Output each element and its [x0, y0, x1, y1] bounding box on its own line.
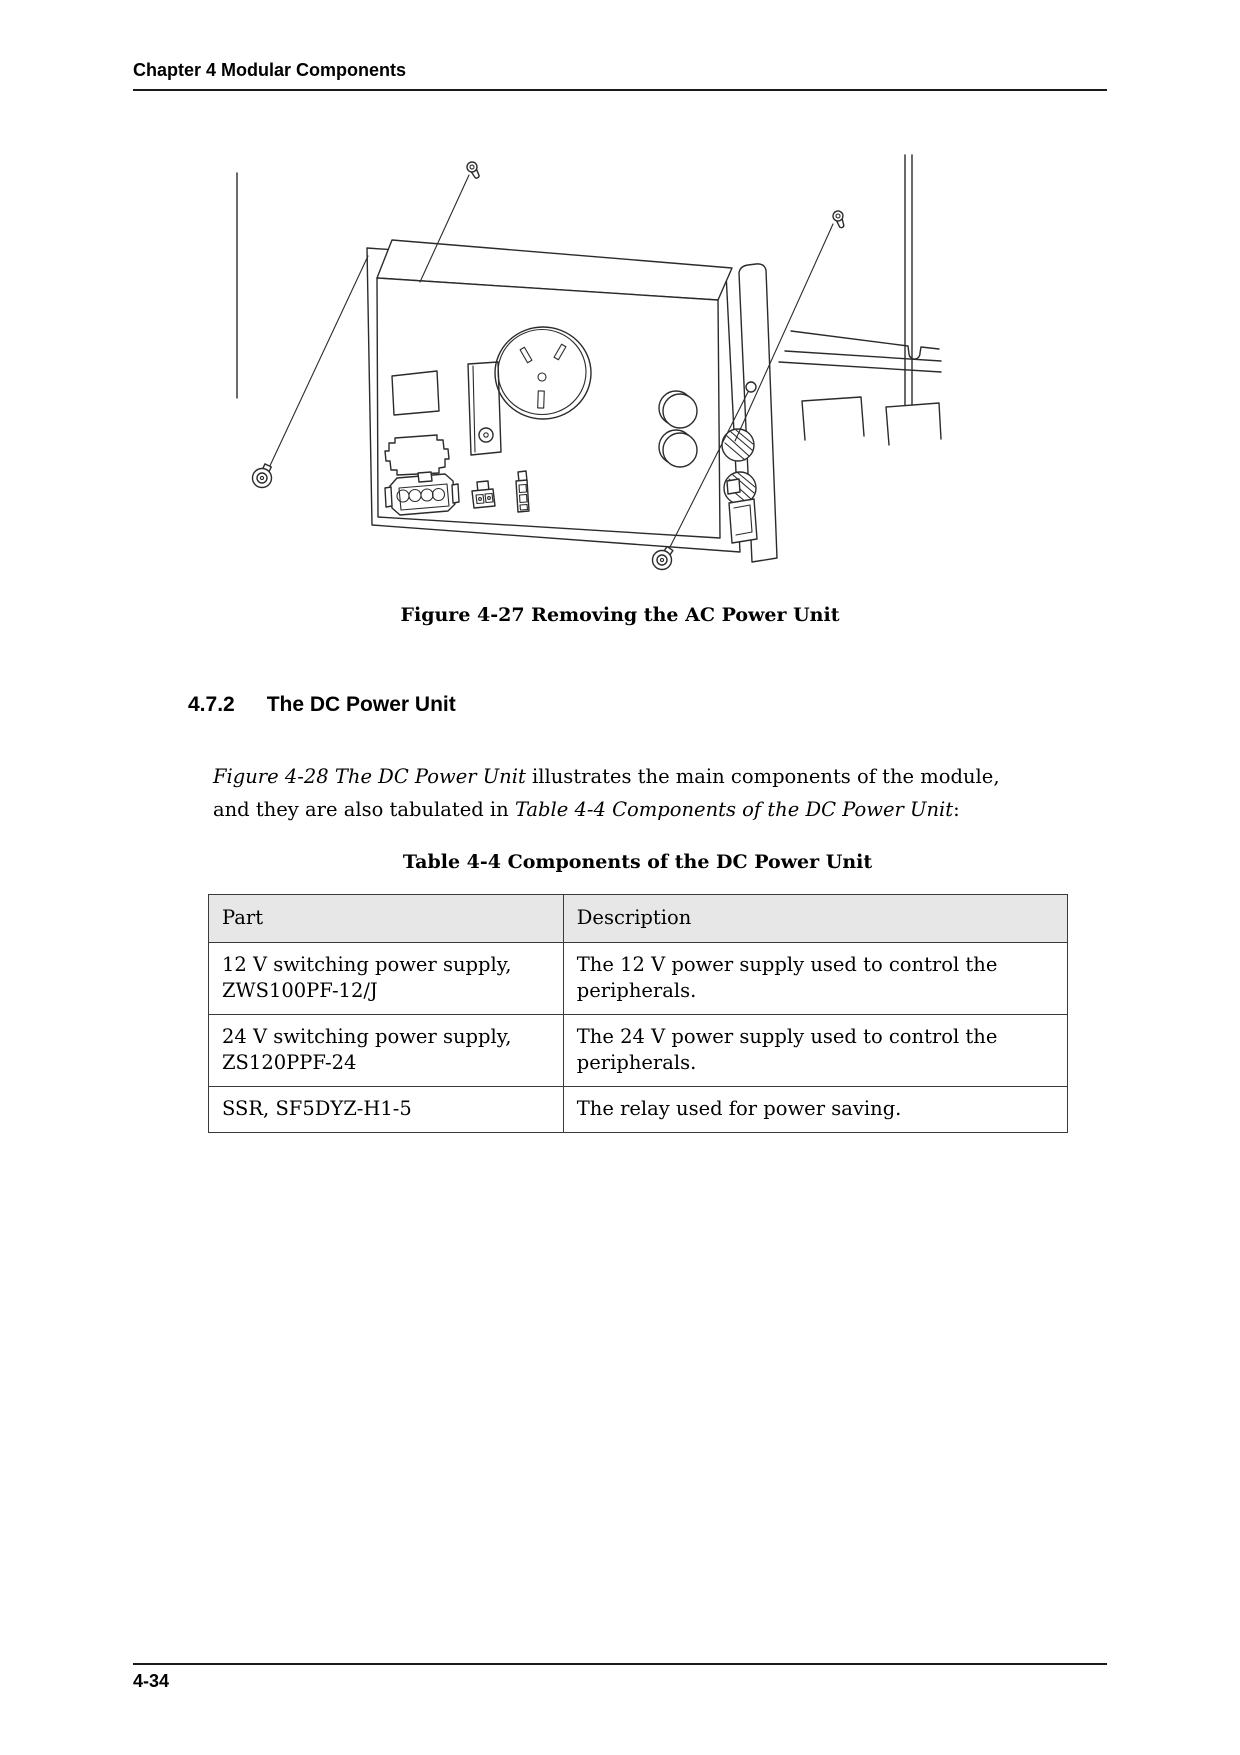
- figure-caption-text: Figure 4-27 Removing the AC Power Unit: [400, 604, 840, 626]
- paragraph-colon: :: [953, 798, 960, 821]
- table-reference: Table 4-4 Components of the DC Power Unit: [514, 798, 954, 821]
- ac-power-unit: [367, 240, 777, 562]
- chapter-header: [133, 60, 1107, 91]
- cell-part: 24 V switching power supply, ZS120PPF-24: [209, 1015, 564, 1087]
- cell-part: SSR, SF5DYZ-H1-5: [209, 1087, 564, 1133]
- screw-icon: [832, 210, 847, 230]
- table-caption: [208, 851, 1067, 873]
- body-paragraph: [213, 760, 1023, 827]
- column-header-part: Part: [209, 895, 564, 943]
- cell-description: The 24 V power supply used to control the peripherals.: [563, 1015, 1067, 1087]
- figure-drawing: [205, 140, 945, 600]
- column-header-description: Description: [563, 895, 1067, 943]
- chapter-header-text: Chapter 4 Modular Components: [133, 60, 407, 80]
- terminal-block: [385, 472, 459, 515]
- section-number: 4.7.2: [188, 693, 235, 716]
- paragraph-text: illustrates the main components of the module, and they are also tabulated in: [213, 764, 1000, 821]
- page-number: 4-34: [133, 1671, 170, 1691]
- cell-description: The relay used for power saving.: [563, 1087, 1067, 1133]
- cell-part: 12 V switching power supply, ZWS100PF-12/J: [209, 943, 564, 1015]
- components-table: [208, 894, 1068, 1133]
- table-caption-text: Table 4-4 Components of the DC Power Unit: [402, 851, 873, 873]
- figure-reference: Figure 4-28 The DC Power Unit: [213, 764, 526, 788]
- table-row: [209, 1087, 1068, 1133]
- table-header-row: [209, 895, 1068, 943]
- section-heading: [188, 693, 456, 717]
- ac-power-unit-illustration: [205, 140, 945, 600]
- screw-icon: [653, 547, 673, 570]
- table-row: [209, 1015, 1068, 1087]
- chassis-frame: [779, 155, 941, 445]
- three-pin-connector: [516, 471, 529, 512]
- table-row: [209, 943, 1068, 1015]
- leader-line: [268, 256, 368, 470]
- section-title: The DC Power Unit: [266, 693, 456, 716]
- chassis-cutout: [802, 397, 864, 440]
- figure-caption: [133, 604, 1107, 626]
- chassis-cutout: [886, 403, 941, 445]
- screw-icon: [253, 464, 272, 488]
- mounting-rail-notched: [791, 331, 939, 359]
- flange-screw-hole: [746, 382, 756, 392]
- footer-rule: [133, 1663, 1107, 1665]
- cell-description: The 12 V power supply used to control the peripherals.: [563, 943, 1067, 1015]
